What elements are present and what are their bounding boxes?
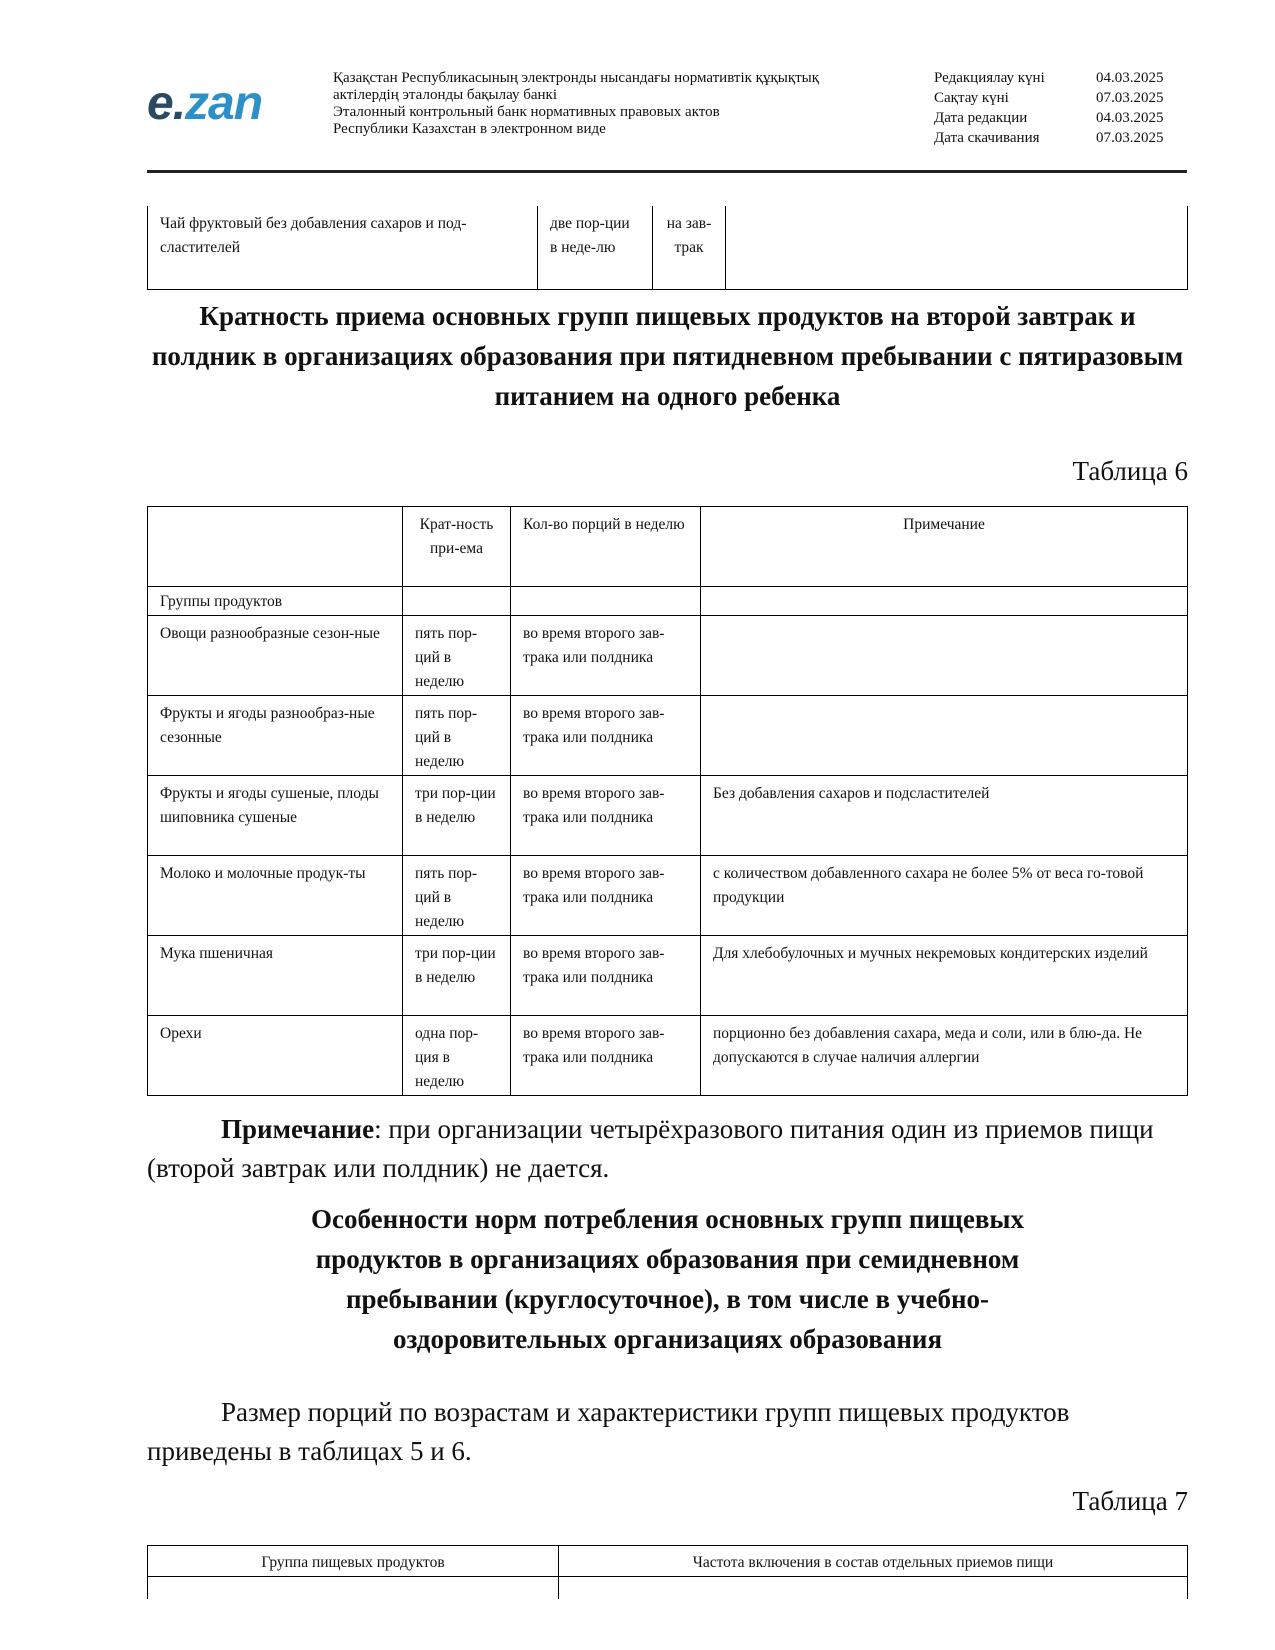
cell-frequency: три пор-ции в неделю <box>403 936 511 1016</box>
group-row <box>148 587 1188 616</box>
header-line: Республики Казахстан в электронном виде <box>333 121 606 137</box>
note-label: Примечание <box>221 1114 375 1144</box>
cell-note: порционно без добавления сахара, меда и соли, или в блю-да. Не допускаются в случае наличия аллергии <box>701 1016 1188 1096</box>
cell-count: во время второго зав-трака или полдника <box>511 776 701 856</box>
cell-note: Без добавления сахаров и подсластителей <box>701 776 1188 856</box>
cell-note <box>701 696 1188 776</box>
cell-frequency: пять пор-ций в неделю <box>403 696 511 776</box>
header-cell: Кол-во порций в неделю <box>511 507 701 587</box>
meta-row: Дата редакции 04.03.2025 <box>934 110 1164 126</box>
meta-row: Сақтау күні 07.03.2025 <box>934 90 1164 106</box>
continued-table <box>147 206 1188 290</box>
header-cell: Группа пищевых продуктов <box>148 1546 559 1577</box>
table-row <box>148 206 1188 290</box>
table-7 <box>147 1545 1188 1599</box>
table-caption: Таблица 6 <box>1072 456 1188 486</box>
cell-frequency: две пор-ции в неде-лю <box>538 206 653 290</box>
cell-product: Фрукты и ягоды сушеные, плоды шиповника сушеные <box>148 776 403 856</box>
table-row <box>148 616 1188 696</box>
cell-product: Мука пшеничная <box>148 936 403 1016</box>
cell-frequency: одна пор-ция в неделю <box>403 1016 511 1096</box>
cell-meal: на зав-трак <box>653 206 726 290</box>
meta-row: Дата скачивания 07.03.2025 <box>934 130 1164 146</box>
table-row <box>148 696 1188 776</box>
cell-product: Овощи разнообразные сезон-ные <box>148 616 403 696</box>
cell-frequency: пять пор-ций в неделю <box>403 616 511 696</box>
group-label: Группы продуктов <box>148 587 403 616</box>
cell-note: с количеством добавленного сахара не более 5% от веса го-товой продукции <box>701 856 1188 936</box>
cell-note <box>701 616 1188 696</box>
body-paragraph: Размер порций по возрастам и характеристики групп пищевых продуктов приведены в таблицах 5 и 6. <box>147 1397 1070 1466</box>
table-header-row <box>148 507 1188 587</box>
table-caption: Таблица 7 <box>1072 1486 1188 1516</box>
header-line: Қазақстан Республикасының электронды нысандағы нормативтік құқықтық <box>333 70 820 86</box>
cell-note <box>726 206 1188 290</box>
cell-frequency: пять пор-ций в неделю <box>403 856 511 936</box>
table-row <box>148 1577 1188 1600</box>
table-row <box>148 936 1188 1016</box>
cell-count: во время второго зав-трака или полдника <box>511 616 701 696</box>
cell-product: Чай фруктовый без добавления сахаров и под-сластителей <box>148 206 538 290</box>
cell-count: во время второго зав-трака или полдника <box>511 936 701 1016</box>
section-title: Особенности норм потребления основных групп пищевых продуктов в организациях образования при семидневном пребывании (круглосуточное), в том числе в учебно-оздоровительных организациях образования <box>311 1204 1024 1354</box>
section-title: Кратность приема основных групп пищевых продуктов на второй завтрак и полдник в организациях образования при пятидневном пребывании с пятиразовым питанием на одного ребенка <box>151 301 1184 411</box>
header-line: Эталонный контрольный банк нормативных правовых актов <box>333 104 720 120</box>
cell-count: во время второго зав-трака или полдника <box>511 856 701 936</box>
header-description <box>333 70 819 138</box>
ezan-logo[interactable]: e.zan <box>147 77 263 130</box>
cell-count: во время второго зав-трака или полдника <box>511 1016 701 1096</box>
header-line: актілердің эталонды бақылау банкі <box>333 87 557 103</box>
header-divider <box>147 170 1187 173</box>
cell-count: во время второго зав-трака или полдника <box>511 696 701 776</box>
table-row <box>148 776 1188 856</box>
table-6 <box>147 506 1188 1096</box>
note-text: : при организации четырёхразового питания один из приемов пищи (второй завтрак или полдник) не дается. <box>147 1114 1154 1183</box>
header-cell <box>148 507 403 587</box>
cell-product: Молоко и молочные продук-ты <box>148 856 403 936</box>
header-cell: Крат-ность при-ема <box>403 507 511 587</box>
meta-row: Редакциялау күні 04.03.2025 <box>934 70 1164 86</box>
cell-frequency: три пор-ции в неделю <box>403 776 511 856</box>
cell-product: Фрукты и ягоды разнообраз-ные сезонные <box>148 696 403 776</box>
header-cell: Частота включения в состав отдельных приемов пищи <box>559 1546 1188 1577</box>
table-row <box>148 1016 1188 1096</box>
note-paragraph <box>147 1110 1188 1188</box>
cell-product: Орехи <box>148 1016 403 1096</box>
table-header-row <box>148 1546 1188 1577</box>
document-header <box>147 62 1187 172</box>
cell-note: Для хлебобулочных и мучных некремовых кондитерских изделий <box>701 936 1188 1016</box>
header-cell: Примечание <box>701 507 1188 587</box>
header-dates <box>934 68 1164 148</box>
table-row <box>148 856 1188 936</box>
